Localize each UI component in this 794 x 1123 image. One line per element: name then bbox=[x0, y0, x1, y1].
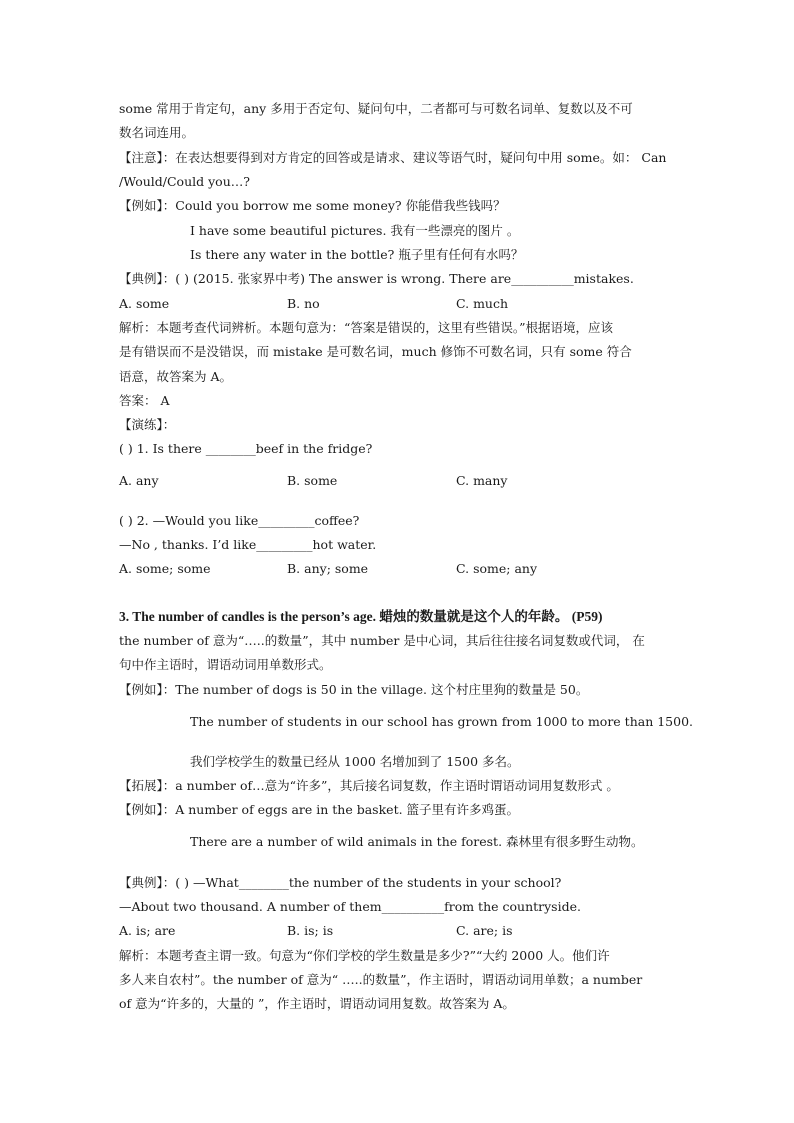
option-b: B. is; is bbox=[287, 923, 334, 938]
note-line: 【注意】：在表达想要得到对方肯定的回答或是请求、建议等语气时，疑问句中用 some。如： Can bbox=[119, 150, 667, 165]
example-line: 我们学校学生的数量已经从 1000 名增加到了 1500 多名。 bbox=[190, 754, 520, 769]
question-line: 【典例】：( ) —What________the number of the students in your school? bbox=[119, 875, 562, 890]
option-b: B. some bbox=[287, 473, 338, 488]
example-line: 【例如】：Could you borrow me some money? 你能借我些钱吗？ bbox=[119, 198, 506, 213]
analysis-line: 是有错误而不是没错误，而 mistake 是可数名词，much 修饰不可数名词，只有 some 符合 bbox=[119, 344, 632, 359]
analysis-line: of 意为“许多的，大量的 ”，作主语时，谓语动词用复数。故答案为 A。 bbox=[119, 996, 515, 1011]
option-a: A. some bbox=[119, 296, 170, 311]
practice-heading: 【演练】： bbox=[119, 417, 176, 432]
option-c: C. much bbox=[456, 296, 509, 311]
practice-question-2: ( ) 2. —Would you like_________coffee? bbox=[119, 513, 360, 528]
example-line: There are a number of wild animals in the forest. 森林里有很多野生动物。 bbox=[190, 834, 644, 849]
example-line: Is there any water in the bottle? 瓶子里有任何有水吗？ bbox=[190, 247, 524, 262]
question-line: —About two thousand. A number of them__________from the countryside. bbox=[119, 899, 581, 914]
example-line: 【例如】：The number of dogs is 50 in the village. 这个村庄里狗的数量是 50。 bbox=[119, 682, 589, 697]
example-line: The number of students in our school has grown from 1000 to more than 1500. bbox=[190, 714, 694, 729]
option-b: B. any; some bbox=[287, 561, 369, 576]
text-line: /Would/Could you…? bbox=[119, 174, 250, 189]
analysis-line: 解析：本题考查主谓一致。句意为“你们学校的学生数量是多少?”“大约 2000 人。他们许 bbox=[119, 948, 610, 963]
analysis-line: 解析：本题考查代词辨析。本题句意为：“答案是错误的，这里有些错误。”根据语境，应该 bbox=[119, 320, 614, 335]
option-c: C. many bbox=[456, 473, 508, 488]
option-c: C. some; any bbox=[456, 561, 538, 576]
extension-line: 【拓展】：a number of…意为“许多”，其后接名词复数，作主语时谓语动词用复数形式 。 bbox=[119, 778, 619, 793]
text-line: 数名词连用。 bbox=[119, 125, 195, 140]
section-heading: 3. The number of candles is the person’s age. 蜡烛的数量就是这个人的年龄。 (P59) bbox=[119, 609, 603, 624]
text-line: some 常用于肯定句，any 多用于否定句、疑问句中，二者都可与可数名词单、复数以及不可 bbox=[119, 101, 633, 116]
option-a: A. is; are bbox=[119, 923, 176, 938]
question-line: 【典例】：( ) (2015. 张家界中考) The answer is wrong. There are__________mistakes. bbox=[119, 271, 634, 286]
option-c: C. are; is bbox=[456, 923, 513, 938]
practice-question-1: ( ) 1. Is there ________beef in the fridge? bbox=[119, 441, 373, 456]
example-line: 【例如】：A number of eggs are in the basket. 篮子里有许多鸡蛋。 bbox=[119, 802, 520, 817]
practice-question-2-reply: —No , thanks. I’d like_________hot water. bbox=[119, 537, 377, 552]
answer-line: 答案： A bbox=[119, 393, 170, 408]
example-line: I have some beautiful pictures. 我有一些漂亮的图片 。 bbox=[190, 223, 520, 238]
text-line: 句中作主语时，谓语动词用单数形式。 bbox=[119, 657, 332, 672]
analysis-line: 语意，故答案为 A。 bbox=[119, 369, 233, 384]
text-line: the number of 意为“…..的数量”，其中 number 是中心词，其后往往接名词复数或代词， 在 bbox=[119, 633, 645, 648]
option-a: A. any bbox=[119, 473, 159, 488]
analysis-line: 多人来自农村”。the number of 意为“ …..的数量”，作主语时，谓语动词用单数；a number bbox=[119, 972, 643, 987]
option-b: B. no bbox=[287, 296, 320, 311]
option-a: A. some; some bbox=[119, 561, 211, 576]
